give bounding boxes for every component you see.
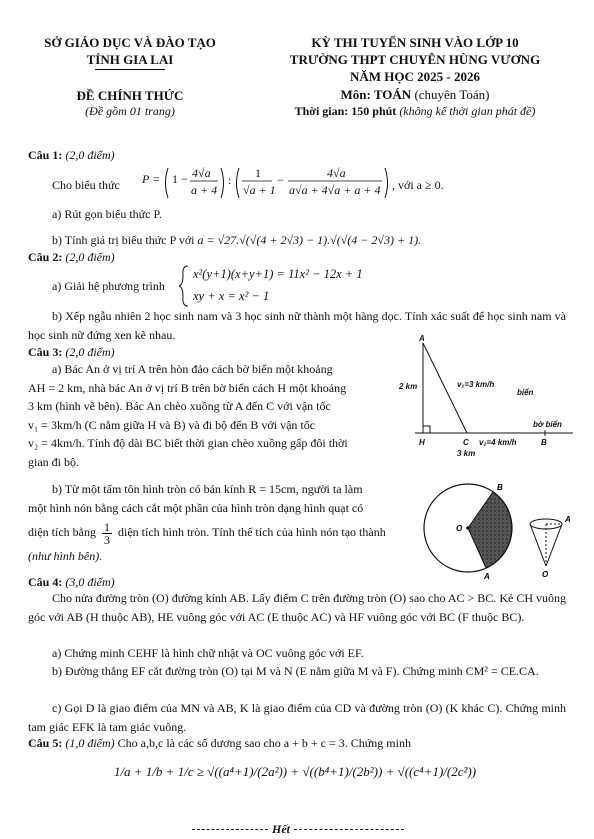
system-eq2: xy + x = x² − 1 bbox=[193, 289, 270, 303]
fig2-cone-O: O bbox=[542, 570, 549, 579]
fig1-H: H bbox=[419, 438, 425, 447]
svg-text:1 −: 1 − bbox=[172, 172, 188, 186]
q4-title: Câu 4: bbox=[28, 575, 63, 589]
q3b-line-fraction bbox=[28, 517, 420, 547]
cone-shape bbox=[530, 519, 562, 566]
end-label: Hết bbox=[272, 822, 290, 836]
svg-text:−: − bbox=[277, 173, 284, 187]
q4-part-a: a) Chứng minh CEHF là hình chữ nhật và OC vuông góc với EF. bbox=[52, 646, 364, 660]
fig2-O: O bbox=[456, 524, 463, 533]
end-marker bbox=[192, 820, 412, 838]
header-underline-left bbox=[95, 69, 165, 70]
fig1-dist-HB: 3 km bbox=[457, 449, 476, 458]
q4-part-c: c) Gọi D là giao điểm của MN và AB, K là giao điểm của CD và đường tròn (O) (K khác C). Chứng minh tam giác EFK là tam giác vuông. bbox=[28, 701, 566, 734]
fig1-A: A bbox=[419, 335, 425, 343]
q5-title: Câu 5: bbox=[28, 736, 63, 750]
q5-points: (1,0 điểm) bbox=[65, 736, 115, 750]
fraction-numerator: 1 bbox=[103, 519, 110, 534]
svg-text:1: 1 bbox=[255, 166, 261, 180]
svg-text:√a + 1: √a + 1 bbox=[243, 183, 276, 197]
fig1-sea: biển bbox=[517, 388, 534, 397]
fraction-denominator: 3 bbox=[103, 532, 110, 547]
fig1-v1: v₁=3 km/h bbox=[457, 380, 495, 389]
svg-text:4√a: 4√a bbox=[327, 166, 346, 180]
end-dash-left bbox=[192, 829, 268, 830]
q3b-fraction-prefix: diện tích bằng bbox=[28, 525, 96, 539]
q3b-fraction-suffix: diện tích hình tròn. Tính thể tích của hình nón tạo thành bbox=[117, 525, 386, 539]
q3b-line: (như hình bên). bbox=[28, 549, 103, 563]
q1-expression bbox=[52, 166, 572, 200]
q3-title: Câu 3: bbox=[28, 345, 63, 359]
fig1-dist-AH: 2 km bbox=[399, 382, 418, 391]
subject-note: (chuyên Toán) bbox=[414, 87, 490, 102]
q2-part-a-label: a) Giải hệ phương trình bbox=[52, 279, 165, 293]
q3-part-a bbox=[28, 360, 390, 471]
q3b-line: b) Từ một tấm tôn hình tròn có bán kính R = 15cm, người ta làm bbox=[52, 482, 363, 496]
q3a-line: a) Bác An ở vị trí A trên hòn đảo cách bờ biển một khoảng bbox=[52, 362, 333, 376]
exam-title: KỲ THI TUYỂN SINH VÀO LỚP 10 bbox=[311, 35, 519, 50]
q2-heading bbox=[28, 250, 115, 265]
time-note: (không kể thời gian phát đề) bbox=[399, 104, 536, 118]
q4-heading bbox=[28, 575, 115, 590]
q1-part-b bbox=[52, 233, 421, 248]
q2-title: Câu 2: bbox=[28, 250, 63, 264]
q1-part-b-expr: a = √27.√(√(4 + 2√3) − 1).√(√(4 − 2√3) + 1). bbox=[197, 233, 422, 247]
island-shore-figure bbox=[395, 335, 575, 460]
fig2-cone-A: A bbox=[565, 515, 571, 524]
fig2-A: A bbox=[484, 572, 490, 581]
system-eq1: x²(y+1)(x+y+1) = 11x² − 12x + 1 bbox=[193, 267, 363, 281]
svg-text:a + 4: a + 4 bbox=[191, 183, 218, 197]
q3a-line: 3 km (hình vẽ bên). Bác An chèo xuồng từ A đến C với vận tốc bbox=[28, 399, 331, 413]
time-label: Thời gian: 150 phút bbox=[294, 104, 397, 118]
header-department: SỞ GIÁO DỤC VÀ ĐÀO TẠO bbox=[44, 35, 216, 50]
school-name: TRƯỜNG THPT CHUYÊN HÙNG VƯƠNG bbox=[289, 52, 541, 67]
svg-text::: : bbox=[228, 173, 232, 187]
q1-points: (2,0 điểm) bbox=[65, 148, 115, 162]
q1-part-a: a) Rút gọn biểu thức P. bbox=[52, 207, 162, 221]
q5-inequality: 1/a + 1/b + 1/c ≥ √((a⁴+1)/(2a²)) + √((b⁴+1)/(2b²)) + √((c⁴+1)/(2c²)) bbox=[113, 764, 477, 779]
system-brace bbox=[178, 265, 190, 307]
official-label: ĐỀ CHÍNH THỨC bbox=[76, 88, 184, 103]
one-third-fraction bbox=[102, 521, 112, 546]
page-count: (Đề gồm 01 trang) bbox=[85, 104, 175, 118]
q3-points: (2,0 điểm) bbox=[65, 345, 115, 359]
right-angle-mark bbox=[423, 426, 430, 433]
subject bbox=[250, 87, 580, 103]
header-province: TỈNH GIA LAI bbox=[86, 52, 174, 67]
q1-intro: Cho biểu thức bbox=[52, 178, 120, 192]
q3b-line: một hình nón bằng cách cắt một phần của hình tròn dạng hình quạt có bbox=[28, 500, 364, 515]
svg-text:P =: P = bbox=[142, 172, 161, 186]
q4-points: (3,0 điểm) bbox=[65, 575, 115, 589]
q5-intro: Cho a,b,c là các số dương sao cho a + b + c = 3. Chứng minh bbox=[117, 736, 411, 750]
q3a-line: v₁ = 3km/h (C nằm giữa H và B) và đi bộ đến B với vận tốc bbox=[28, 417, 316, 432]
q2-part-b: b) Xếp ngẫu nhiên 2 học sinh nam và 3 học sinh nữ thành một hàng dọc. Tính xác suất để học sinh nam và học sinh nữ đứng xen kẽ nhau. bbox=[28, 309, 566, 342]
q4-part-b: b) Đường thẳng EF cắt đường tròn (O) tại M và N (E nằm giữa M và F). Chứng minh CM² = CE.CA. bbox=[52, 664, 539, 678]
q3a-line: gian đi bộ. bbox=[28, 454, 79, 469]
fig1-shore: bờ biển bbox=[533, 420, 562, 429]
q1-heading bbox=[28, 148, 115, 163]
fig1-C: C bbox=[463, 438, 469, 447]
svg-text:a√a + 4√a + a + 4: a√a + 4√a + a + 4 bbox=[289, 183, 381, 197]
q5-heading bbox=[28, 736, 411, 751]
q2-points: (2,0 điểm) bbox=[65, 250, 115, 264]
subject-label: Môn: TOÁN bbox=[340, 87, 412, 102]
q3a-line: AH = 2 km, nhà bác An ở vị trí B trên bờ biển cách H một khoảng bbox=[28, 380, 347, 395]
q3-part-b bbox=[28, 480, 420, 566]
q1-title: Câu 1: bbox=[28, 148, 63, 162]
q1-part-b-prefix: b) Tính giá trị biểu thức P với bbox=[52, 233, 195, 247]
q3-heading bbox=[28, 345, 115, 360]
q3a-line: v₂ = 4km/h. Tính độ dài BC biết thời gian chèo xuồng gấp đôi thời bbox=[28, 436, 348, 450]
q4-intro: Cho nửa đường tròn (O) đường kính AB. Lấy điểm C trên đường tròn (O) sao cho AC > BC. Kẻ CH vuông góc với AB (H thuộc AB), HE vuông góc với AC (E thuộc AC) và HF vuông góc với BC (F thuộc BC). bbox=[28, 591, 566, 624]
fig2-B: B bbox=[497, 483, 503, 492]
fig1-v2: v₂=4 km/h bbox=[479, 438, 517, 447]
sector-cone-figure bbox=[418, 478, 583, 586]
q1-condition: , với a ≥ 0. bbox=[392, 178, 444, 192]
fig1-B: B bbox=[541, 438, 547, 447]
end-dash-right bbox=[294, 829, 404, 830]
time-limit bbox=[250, 104, 580, 119]
svg-text:4√a: 4√a bbox=[192, 166, 211, 180]
school-year: NĂM HỌC 2025 - 2026 bbox=[350, 69, 480, 84]
